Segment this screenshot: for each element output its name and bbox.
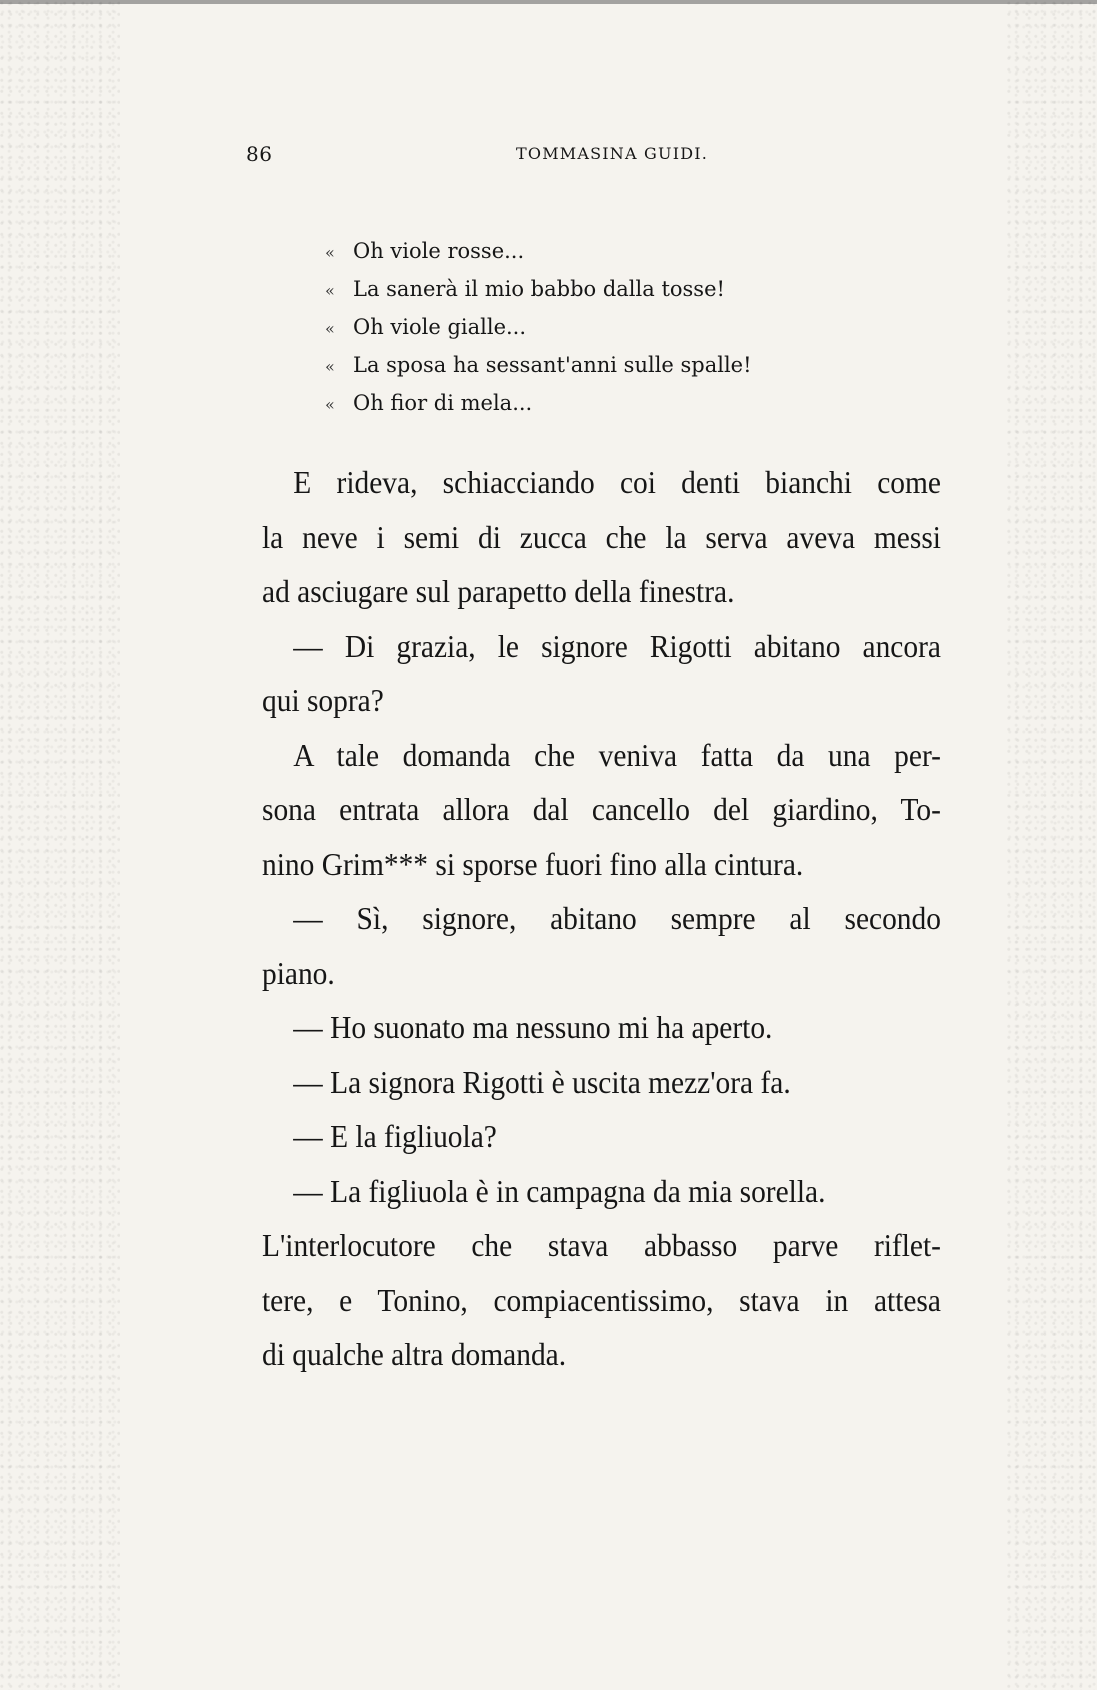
verse-text: Oh viole rosse... [353, 239, 525, 263]
scan-left-margin-speckle [0, 0, 120, 1690]
quote-mark: « [325, 243, 335, 262]
verse-line [325, 346, 945, 384]
verse-text: Oh fior di mela... [353, 391, 533, 415]
running-title: TOMMASINA GUIDI. [516, 144, 709, 163]
text-line: A tale domanda che veniva fatta da una per- [293, 736, 941, 773]
text-line: — Sì, signore, abitano sempre al secondo [293, 900, 941, 936]
verse-text: La sanerà il mio babbo dalla tosse! [353, 277, 725, 301]
text-line: E rideva, schiacciando coi denti bianchi come [293, 464, 941, 500]
text-line: ad asciugare sul parapetto della finestra. [262, 573, 735, 609]
verse-block [325, 232, 945, 422]
text-line: tere, e Tonino, compiacentissimo, stava in attesa [262, 1281, 941, 1318]
scan-top-edge [0, 0, 1097, 4]
verse-text: Oh viole gialle... [353, 315, 527, 339]
text-line: sona entrata allora dal cancello del giardino, To- [262, 791, 941, 827]
text-line: — Di grazia, le signore Rigotti abitano ancora [293, 627, 941, 664]
text-line: la neve i semi di zucca che la serva aveva messi [262, 518, 941, 555]
verse-text: La sposa ha sessant'anni sulle spalle! [353, 353, 752, 377]
scan-right-margin-speckle [1007, 0, 1097, 1690]
verse-line [325, 384, 945, 422]
page-header [246, 142, 766, 170]
text-line: — E la figliuola? [293, 1118, 497, 1154]
text-line: di qualche altra domanda. [262, 1336, 567, 1372]
prose-block [262, 455, 941, 1382]
page-number: 86 [246, 142, 273, 166]
text-line: — La figliuola è in campagna da mia sorella. [293, 1172, 826, 1209]
text-line: piano. [262, 954, 335, 991]
quote-mark: « [325, 281, 335, 300]
text-line: — La signora Rigotti è uscita mezz'ora fa. [293, 1063, 791, 1100]
text-line: nino Grim*** si sporse fuori fino alla cintura. [262, 845, 804, 882]
verse-line [325, 308, 945, 346]
text-line: — Ho suonato ma nessuno mi ha aperto. [293, 1009, 773, 1045]
verse-line [325, 270, 945, 308]
text-line: qui sopra? [262, 682, 384, 718]
quote-mark: « [325, 395, 335, 414]
quote-mark: « [325, 319, 335, 338]
text-line: L'interlocutore che stava abbasso parve riflet- [262, 1227, 941, 1263]
verse-line [325, 232, 945, 270]
quote-mark: « [325, 357, 335, 376]
